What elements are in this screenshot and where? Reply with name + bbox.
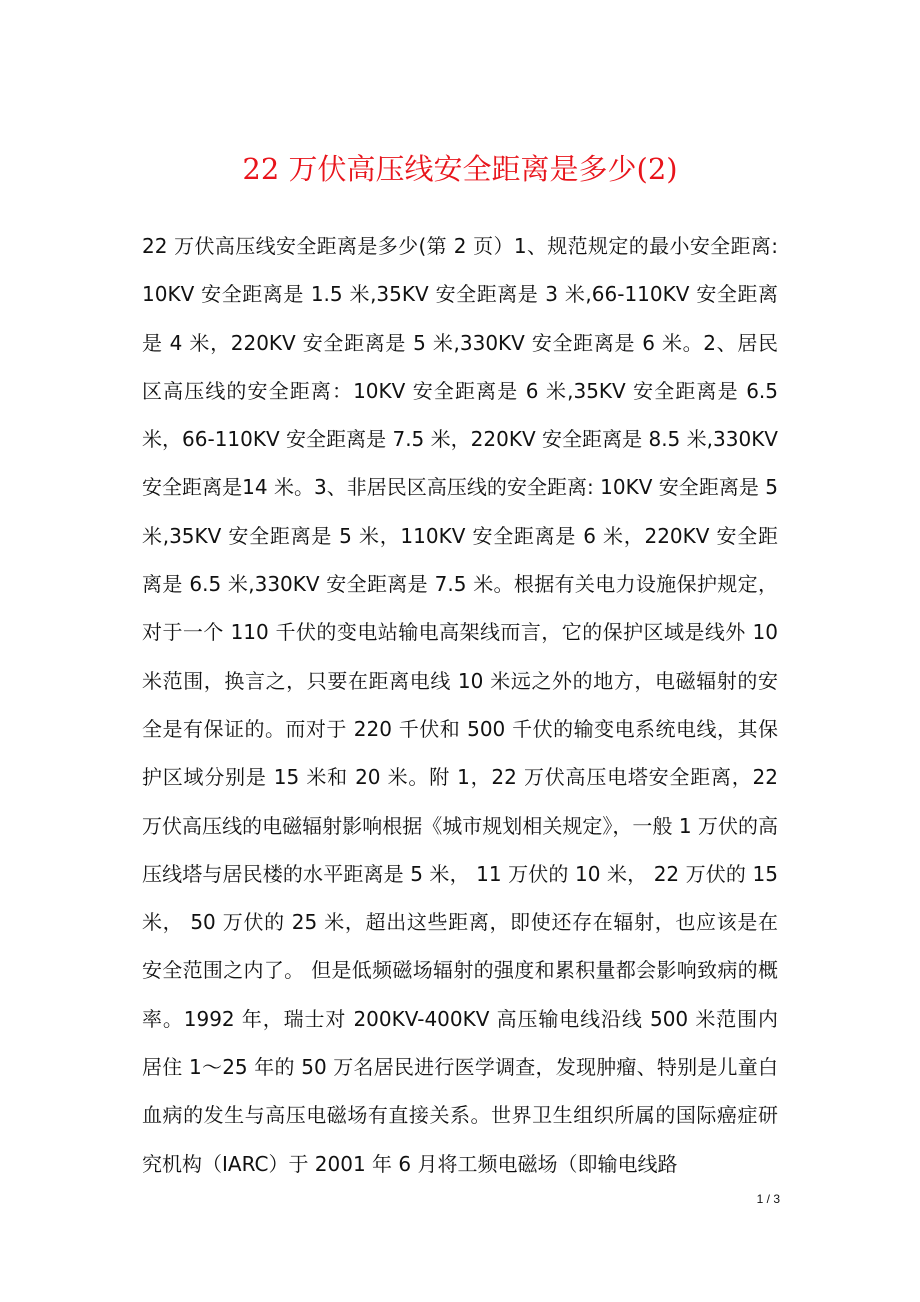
document-body-text: 22 万伏高压线安全距离是多少(第 2 页）1、规范规定的最小安全距离:10KV 安全距离是 1.5 米,35KV 安全距离是 3 米,66-110KV 安全距离是 4 米，220KV 安全距离是 5 米,330KV 安全距离是 6 米。2、居民区高压线的安全距离：10KV 安全距离是 6 米,35KV 安全距离是 6.5 米，66-110KV 安全距离是 7.5 米，220KV 安全距离是 8.5 米,330KV 安全距离是14 米。3、非居民区高压线的安全距离: 10KV 安全距离是 5 米,35KV 安全距离是 5 米，110KV 安全距离是 6 米，220KV 安全距离是 6.5 米,330KV 安全距离是 7.5 米。根据有关电力设施保护规定，对于一个 110 千伏的变电站输电高架线而言，它的保护区域是线外 10 米范围，换言之，只要在距离电线 10 米远之外的地方，电磁辐射的安全是有保证的。而对于 220 千伏和 500 千伏的输变电系统电线，其保护区域分别是 15 米和 20 米。附 1，22 万伏高压电塔安全距离，22 万伏高压线的电磁辐射影响根据《城市规划相关规定》，一般 1 万伏的高压线塔与居民楼的水平距离是 5 米， 11 万伏的 10 米， 22 万伏的 15 米， 50 万伏的 25 米，超出这些距离，即使还存在辐射，也应该是在安全范围之内了。 但是低频磁场辐射的强度和累积量都会影响致病的概率。1992 年，瑞士对 200KV-400KV 高压输电线沿线 500 米范围内居住 1～25 年的 50 万名居民进行医学调查，发现肿瘤、特别是儿童白血病的发生与高压电磁场有直接关系。世界卫生组织所属的国际癌症研究机构（IARC）于 2001 年 6 月将工频电磁场（即输电线路	[142, 234, 778, 1176]
page-number: 1 / 3	[756, 1192, 780, 1206]
document-title: 22 万伏高压线安全距离是多少(2)	[242, 152, 678, 186]
